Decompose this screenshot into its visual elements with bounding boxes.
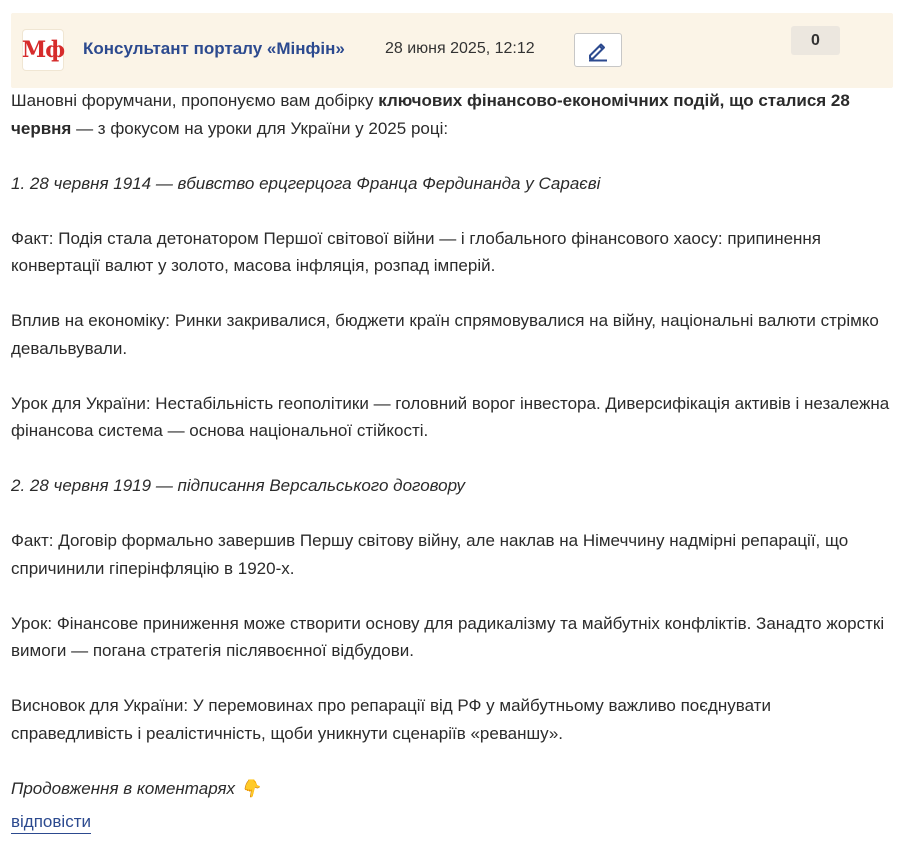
event2-conclusion: Висновок для України: У перемовинах про репарації від РФ у майбутньому важливо поєднувати справедливість і реалістичність, щоби уникнути сценаріїв «реваншу». — [11, 696, 771, 743]
reply-link[interactable]: відповісти — [11, 811, 91, 834]
post-header — [11, 13, 893, 88]
event1-fact: Факт: Подія стала детонатором Першої світової війни — і глобального фінансового хаосу: припинення конвертації валют у золото, масова інфляція, розпад імперій. — [11, 228, 822, 275]
edit-button[interactable] — [574, 33, 622, 67]
event2-lesson: Урок: Фінансове приниження може створити основу для радикалізму та майбутніх конфліктів. Занадто жорсткі вимоги — погана стратегія післявоєнної відбудови. — [11, 613, 885, 660]
author-name[interactable]: Консультант порталу «Мінфін» — [83, 39, 345, 58]
post-timestamp: 28 июня 2025, 12:12 — [385, 40, 535, 57]
post-body — [11, 87, 891, 836]
continuation-note: Продовження в коментарях 👇 — [11, 778, 261, 798]
event1-lesson: Урок для України: Нестабільність геополітики — головний ворог інвестора. Диверсифікація активів і незалежна фінансова система — основа національної стійкості. — [11, 393, 890, 440]
logo-text: Мф — [21, 37, 65, 63]
intro-end: — з фокусом на уроки для України у 2025 році: — [71, 118, 449, 138]
intro-paragraph — [11, 87, 891, 142]
minfin-logo[interactable] — [23, 30, 63, 70]
event1-title: 1. 28 червня 1914 — вбивство ерцгерцога Франца Фердинанда у Сараєві — [11, 173, 601, 193]
event2-fact: Факт: Договір формально завершив Першу світову війну, але наклав на Німеччину надмірні репарації, що спричинили гіперінфляцію в 1920-х. — [11, 531, 849, 578]
pencil-icon — [586, 38, 610, 62]
intro-bold: ключових фінансово-економічних подій, що сталися 28 червня — [11, 91, 850, 138]
intro-start: Шановні форумчани, пропонуємо вам добірку — [11, 91, 379, 110]
vote-counter[interactable]: 0 — [791, 26, 840, 55]
event1-impact: Вплив на економіку: Ринки закривалися, бюджети країн спрямовувалися на війну, національні валюти стрімко девальвували. — [11, 311, 879, 358]
event2-title: 2. 28 червня 1919 — підписання Версальського договору — [11, 476, 466, 495]
